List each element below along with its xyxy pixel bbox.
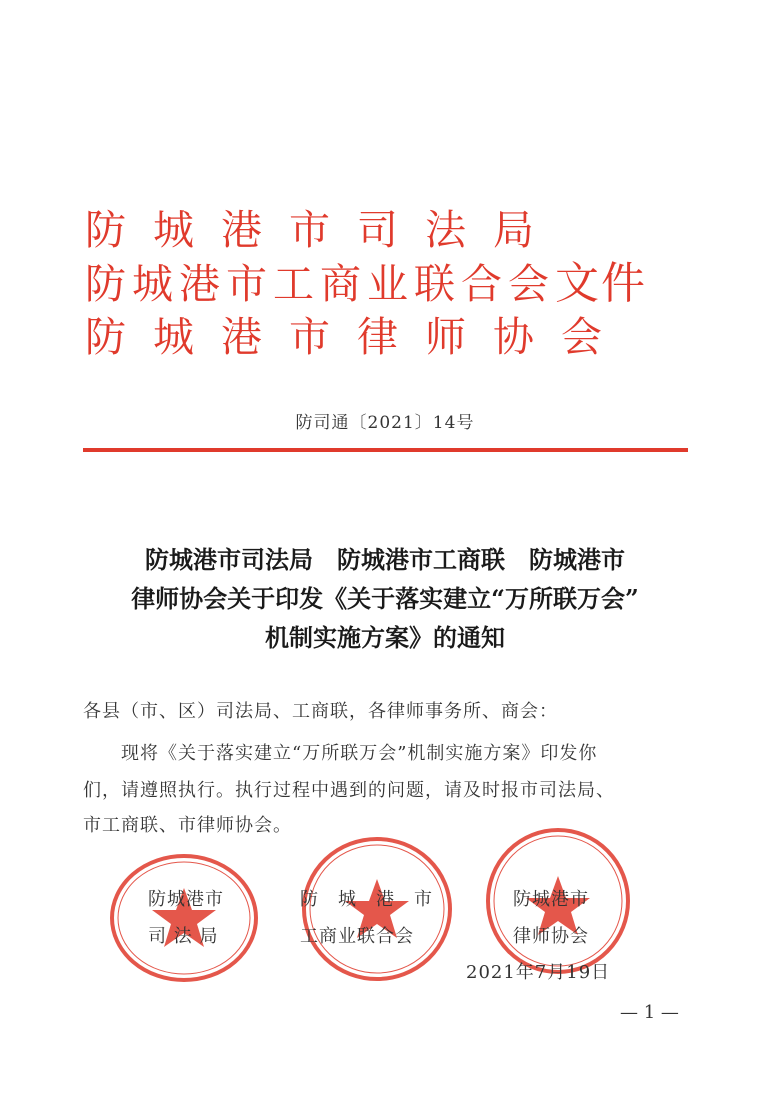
red-divider <box>83 448 688 452</box>
header-line-2-main: 防城港市工商业联合会 <box>85 260 555 308</box>
header-line-3: 防城港市律师协会 <box>85 313 629 361</box>
header-line-2 <box>85 260 647 308</box>
signature-2-line-2: 工商业联合会 <box>300 926 414 947</box>
issue-date: 2021年7月19日 <box>466 962 611 983</box>
signature-3-line-1: 防城港市 <box>513 889 589 910</box>
signature-1-line-1: 防城港市 <box>148 889 224 910</box>
doc-number: 防司通〔2021〕14号 <box>295 413 475 433</box>
page-number: — 1 — <box>620 1002 679 1023</box>
title-line-2: 律师协会关于印发《关于落实建立“万所联万会” <box>131 584 639 613</box>
signature-3-line-2: 律师协会 <box>513 926 589 947</box>
salutation: 各县（市、区）司法局、工商联，各律师事务所、商会： <box>83 701 558 722</box>
header-wenjian: 文件 <box>555 258 647 309</box>
body-line-1: 现将《关于落实建立“万所联万会”机制实施方案》印发你 <box>121 743 598 764</box>
header-line-1: 防城港市司法局 <box>85 206 561 254</box>
title-line-1: 防城港市司法局 防城港市工商联 防城港市 <box>145 545 625 574</box>
body-line-3: 市工商联、市律师协会。 <box>83 815 292 836</box>
body-line-2: 们，请遵照执行。执行过程中遇到的问题，请及时报市司法局、 <box>83 780 615 801</box>
signature-1-line-2: 司 法 局 <box>148 926 219 947</box>
seal-justice-bureau <box>108 852 260 984</box>
signature-2-line-1: 防 城 港 市 <box>300 889 433 910</box>
title-line-3: 机制实施方案》的通知 <box>265 623 505 652</box>
